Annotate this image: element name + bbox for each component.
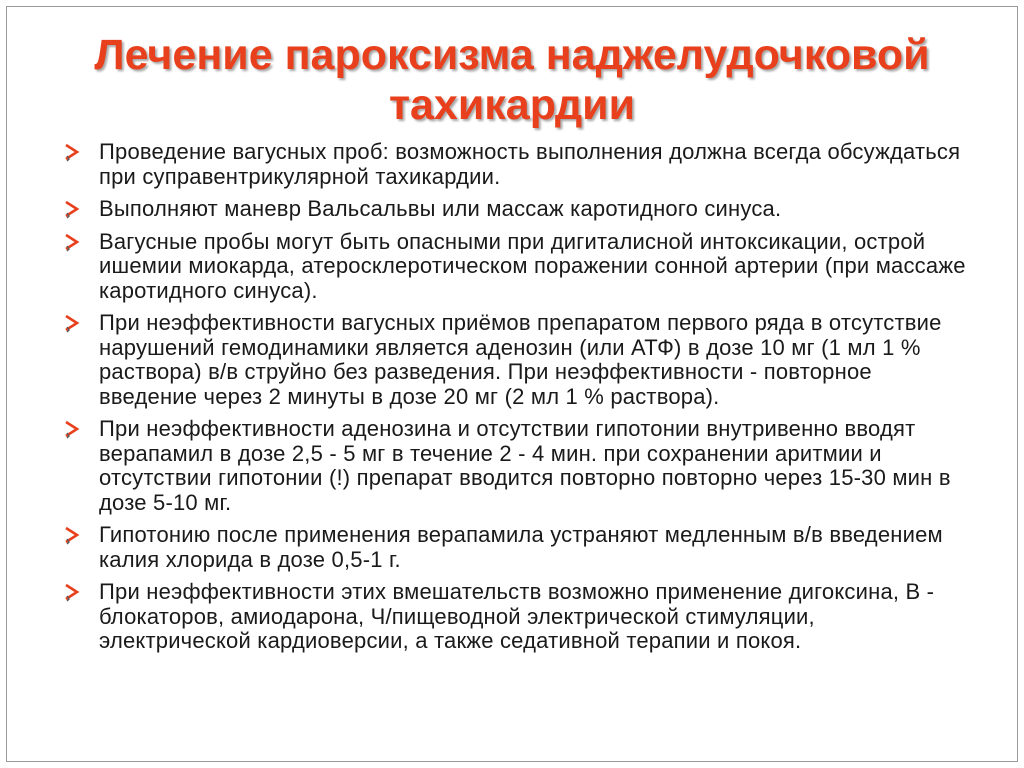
slide-title [40, 30, 984, 130]
bullet-item [62, 230, 972, 304]
bullet-text: При неэффективности аденозина и отсутствии гипотонии внутривенно вводят верапамил в дозе 2,5 - 5 мг в течение 2 - 4 мин. при сохранении аритмии и отсутствии гипотонии (!) препарат вводится повторно повторно через 15-30 мин в дозе 5-10 мг. [99, 416, 951, 515]
slide-title-line-2: тахикардии [388, 81, 636, 129]
bullet-text: Гипотонию после применения верапамила устраняют медленным в/в введением калия хлорида в дозе 0,5-1 г. [99, 522, 943, 572]
bullet-text: Вагусные пробы могут быть опасными при дигиталисной интоксикации, острой ишемии миокарда, атеросклеротическом поражении сонной артерии (при массаже каротидного синуса). [99, 228, 966, 303]
arrow-bullet-icon [62, 524, 82, 546]
bullet-item [62, 580, 972, 654]
arrow-bullet-icon [62, 581, 82, 603]
bullet-item [62, 523, 972, 572]
arrow-bullet-icon [62, 418, 82, 440]
bullet-item [62, 197, 972, 222]
bullet-text: Проведение вагусных проб: возможность выполнения должна всегда обсуждаться при суправентрикулярной тахикардии. [99, 139, 961, 189]
arrow-bullet-icon [62, 231, 82, 253]
bullet-text: При неэффективности этих вмешательств возможно применение дигоксина, В - блокаторов, амиодарона, Ч/пищеводной электрической стимуляции, электрической кардиоверсии, а также седативной терапии и покоя. [99, 579, 935, 653]
arrow-bullet-icon [62, 141, 82, 163]
slide-title-line-1: Лечение пароксизма наджелудочковой [94, 31, 930, 79]
arrow-bullet-icon [62, 198, 82, 220]
bullet-text: При неэффективности вагусных приёмов препаратом первого ряда в отсутствие нарушений гемодинамики является аденозин (или АТФ) в дозе 10 мг (1 мл 1 % раствора) в/в струйно без разведения. При неэффективности - повторное введение через 2 минуты в дозе 20 мг (2 мл 1 % раствора). [99, 310, 942, 409]
bullet-text: Выполняют маневр Вальсальвы или массаж каротидного синуса. [99, 196, 782, 221]
bullet-item [62, 417, 972, 515]
bullet-list [62, 140, 972, 662]
bullet-item [62, 311, 972, 409]
bullet-item [62, 140, 972, 189]
arrow-bullet-icon [62, 312, 82, 334]
